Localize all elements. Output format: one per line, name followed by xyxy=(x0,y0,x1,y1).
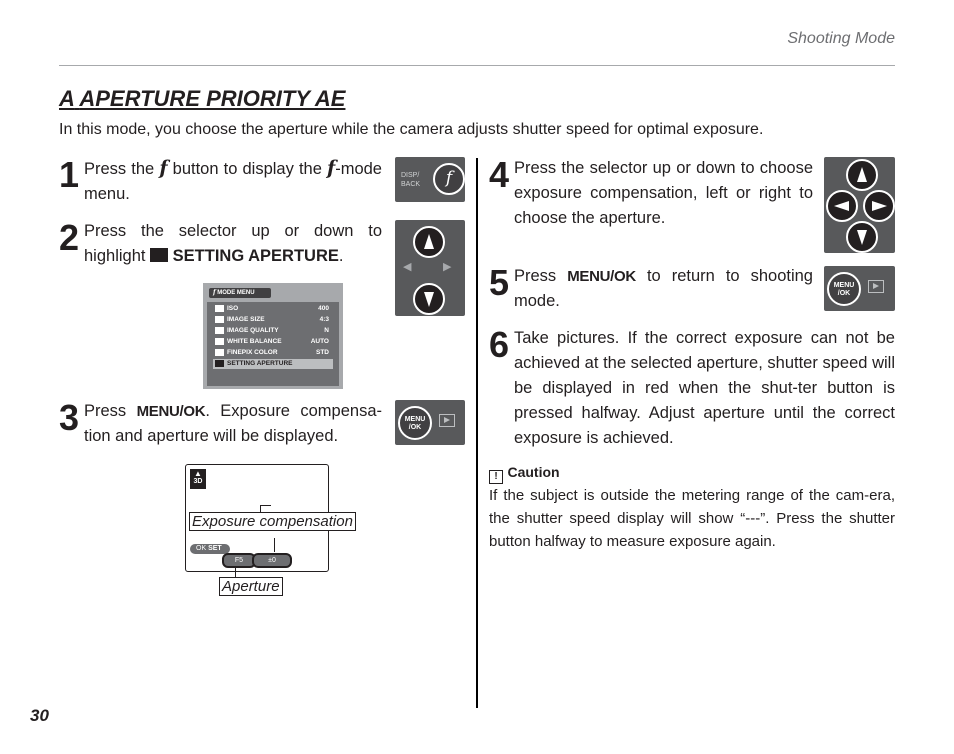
ok-label: OK xyxy=(196,545,207,552)
mode-menu-list xyxy=(207,302,339,386)
menu-row-image-size: IMAGE SIZE 4:3 xyxy=(213,315,333,325)
step-3-number: 3 xyxy=(59,397,80,438)
menu-ok-key: MENU/OK xyxy=(567,268,636,285)
setting-aperture-label: SETTING APERTURE xyxy=(172,247,339,265)
playback-icon xyxy=(439,414,455,427)
left-arrow-icon: ◀ xyxy=(403,261,412,273)
intro-text: In this mode, you choose the aperture while the camera adjusts shutter speed for optimal exposure. xyxy=(59,121,764,138)
step-3-text xyxy=(84,399,382,449)
aperture-value-readout xyxy=(222,553,256,568)
menu-ok-glyph: MENU /OK xyxy=(404,416,426,431)
step-4-number: 4 xyxy=(489,154,510,195)
step-2-text-b: . xyxy=(338,247,344,265)
exposure-compensation-caption: Exposure compensation xyxy=(189,512,356,531)
f-mode-icon: f xyxy=(159,157,168,179)
step-1-text-a: Press the xyxy=(84,160,155,178)
mode-menu-title xyxy=(209,288,271,298)
menu-ok-button-icon xyxy=(398,406,432,440)
menu-ok-button-icon xyxy=(827,272,861,306)
step-6-text: Take pictures. If the correct exposure can not be achieved at the selected aperture, shutter speed will be displayed in red when the shut-ter button is pressed halfway. Adjust aperture until the correct exposure is achieved. xyxy=(514,329,895,447)
exposure-aperture-icon xyxy=(150,248,168,262)
step-1-text-c: -mode menu. xyxy=(84,160,382,203)
mode-menu-title-text: MODE MENU xyxy=(217,290,255,296)
step-5-text-a: Press xyxy=(514,267,557,285)
down-arrow-icon xyxy=(846,221,878,253)
section-title xyxy=(59,86,345,112)
menu-row-setting-aperture: SETTING APERTURE xyxy=(213,359,333,369)
f-glyph: f xyxy=(445,168,453,188)
menu-ok-button-illustration xyxy=(824,266,895,311)
section-title-text: APERTURE PRIORITY AE xyxy=(79,86,346,111)
step-5-text xyxy=(514,264,813,314)
menu-row-white-balance: WHITE BALANCE AUTO xyxy=(213,337,333,347)
running-header: Shooting Mode xyxy=(787,30,895,47)
f-button-icon xyxy=(433,163,465,195)
exposure-value-readout xyxy=(252,553,292,568)
disp-f-button-illustration xyxy=(395,157,465,202)
menu-ok-key: MENU/OK xyxy=(136,403,206,420)
page-number: 30 xyxy=(30,706,49,725)
set-label: SET xyxy=(208,545,222,552)
step-2-text-a: Press the selector up or down to highlight xyxy=(84,222,382,265)
right-arrow-icon: ▶ xyxy=(443,261,452,273)
finepix-color-icon xyxy=(215,349,224,356)
down-arrow-icon xyxy=(413,283,445,315)
iso-icon xyxy=(215,305,224,312)
f-mode-icon: f xyxy=(327,157,336,179)
column-divider xyxy=(476,158,478,708)
mode-menu-screenshot xyxy=(203,283,343,389)
selector-four-way-illustration xyxy=(824,157,895,253)
menu-row-iso: ISO 400 xyxy=(213,304,333,314)
aperture-value: F5 xyxy=(234,557,244,564)
menu-ok-button-illustration xyxy=(395,400,465,445)
playback-icon xyxy=(868,280,884,293)
aperture-caption: Aperture xyxy=(219,577,283,596)
menu-ok-glyph: MENU /OK xyxy=(833,282,855,297)
image-size-icon xyxy=(215,316,224,323)
caution-icon: ! xyxy=(489,470,503,484)
disp-back-label: DISP/ BACK xyxy=(401,172,421,188)
step-6-number: 6 xyxy=(489,324,510,365)
menu-row-image-quality: IMAGE QUALITY N xyxy=(213,326,333,336)
white-balance-icon xyxy=(215,338,224,345)
ok-set-indicator xyxy=(190,544,230,554)
caution-heading xyxy=(489,464,560,484)
exposure-value: ±0 xyxy=(268,557,276,564)
up-arrow-icon xyxy=(846,159,878,191)
step-1-number: 1 xyxy=(59,154,80,195)
step-2-text xyxy=(84,219,382,269)
left-arrow-icon xyxy=(826,190,858,222)
exposure-caption-leader xyxy=(274,538,275,552)
mode-badge-text: 3D xyxy=(193,478,203,485)
section-letter: A xyxy=(59,86,75,111)
setting-aperture-icon xyxy=(215,360,224,367)
header-rule xyxy=(59,65,895,66)
aperture-mode-badge: ▲ 3D xyxy=(190,469,206,489)
step-3-text-b: . Exposure compensa-tion and aperture will be displayed. xyxy=(84,402,382,445)
caution-text: If the subject is outside the metering range of the cam-era, the shutter speed display will show “---”. Press the shutter button halfway to measure exposure again. xyxy=(489,487,895,550)
step-4-text: Press the selector up or down to choose exposure compensation, left or right to choose the aperture. xyxy=(514,159,813,227)
menu-row-finepix-color: FINEPIX COLOR STD xyxy=(213,348,333,358)
f-glyph: f xyxy=(213,289,216,296)
step-5-text-b: to return to shooting mode. xyxy=(514,267,813,310)
image-quality-icon xyxy=(215,327,224,334)
step-2-number: 2 xyxy=(59,217,80,258)
right-arrow-icon xyxy=(863,190,895,222)
selector-up-down-illustration xyxy=(395,220,465,316)
caution-title: Caution xyxy=(507,464,560,480)
step-5-number: 5 xyxy=(489,262,510,303)
step-1-text xyxy=(84,156,382,207)
step-1-text-b: button to display the xyxy=(172,160,322,178)
step-3-text-a: Press xyxy=(84,402,127,420)
up-arrow-icon xyxy=(413,226,445,258)
